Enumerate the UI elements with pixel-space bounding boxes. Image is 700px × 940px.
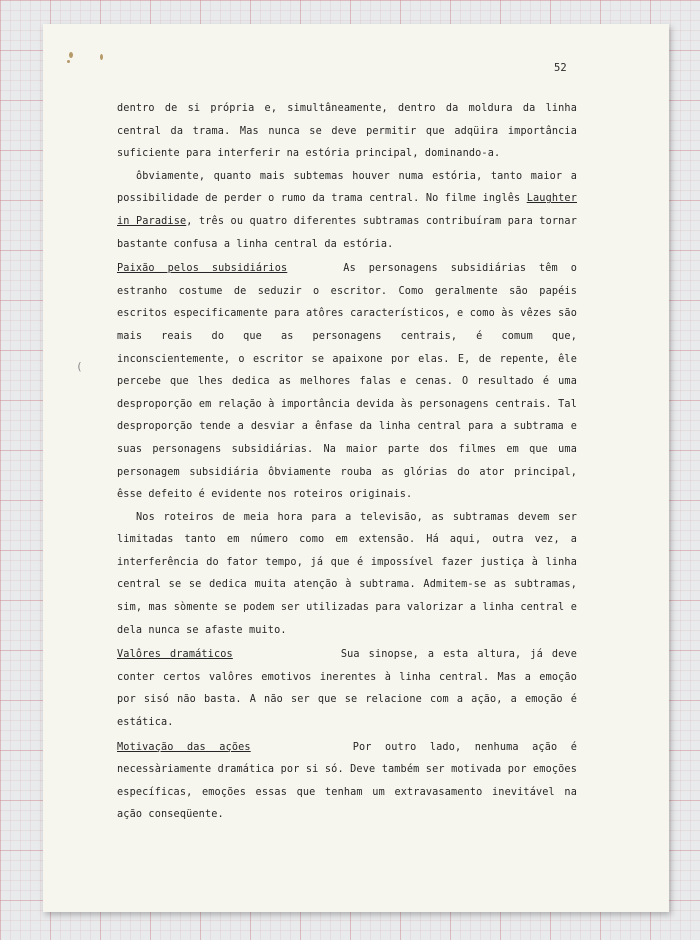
paragraph-text: ôbviamente, quanto mais subtemas houver numa estória, tanto maior a possibilidade de perder o rumo da trama central. No filme inglês [117,170,577,205]
paragraph [117,737,577,827]
tape-mark [100,54,103,60]
section-heading: Paixão pelos subsidiários [117,263,288,275]
tape-mark [67,60,70,63]
section-heading: Motivação das ações [117,741,251,753]
margin-mark: ( [76,360,83,373]
paragraph-text: , três ou quatro diferentes subtramas contribuíram para tornar bastante confusa a linha central da estória. [117,215,577,250]
film-title: Laughter in Paradise [117,193,577,227]
paragraph [117,166,577,256]
tape-mark [69,52,73,58]
paragraph-text: Sua sinopse, a esta altura, já deve conter certos valôres emotivos inerentes à linha central. Mas a emoção por sisó não basta. A não ser que se relacione com a ação, a emoção é estática. [117,649,577,729]
page-number: 52 [554,62,567,74]
paragraph: Nos roteiros de meia hora para a televisão, as subtramas devem ser limitadas tanto em número como em extensão. Há aqui, outra vez, a interferência do fator tempo, já que é impossível fazer justiça à linha central se se dedica muita atenção à subtrama. Admitem-se as subtramas, sim, mas sòmente se podem ser utilizadas para valorizar a linha central e dela nunca se afaste muito. [117,511,577,636]
paragraph [117,258,577,507]
body-text [117,98,577,827]
paragraph-text: As personagens subsidiárias têm o estranho costume de seduzir o escritor. Como geralmente são papéis escritos especificamente para atôres característicos, e como às vêzes são mais reais do que as personagens centrais, é comum que, inconscientemente, o escritor se apaixone por elas. E, de repente, êle percebe que lhes dedica as melhores falas e cenas. O resultado é uma desproporção em relação à importância devida às personagens centrais. Tal desproporção tende a desviar a ênfase da linha central para a subtrama e suas personagens subsidiárias. Na maior parte dos filmes em que uma personagem subsidiária ôbviamente rouba as glórias do ator principal, êsse defeito é evidente nos roteiros originais. [117,263,577,501]
paragraph: dentro de si própria e, simultâneamente, dentro da moldura da linha central da trama. Mas nunca se deve permitir que adqüira importância suficiente para interferir na estória principal, dominando-a. [117,103,577,160]
paragraph-text: Por outro lado, nenhuma ação é necessàriamente dramática por si só. Deve também ser motivada por emoções específicas, emoções essas que tenham um extravasamento inevitável na ação conseqüente. [117,741,577,821]
paragraph [117,644,577,734]
section-heading: Valôres dramáticos [117,649,233,661]
